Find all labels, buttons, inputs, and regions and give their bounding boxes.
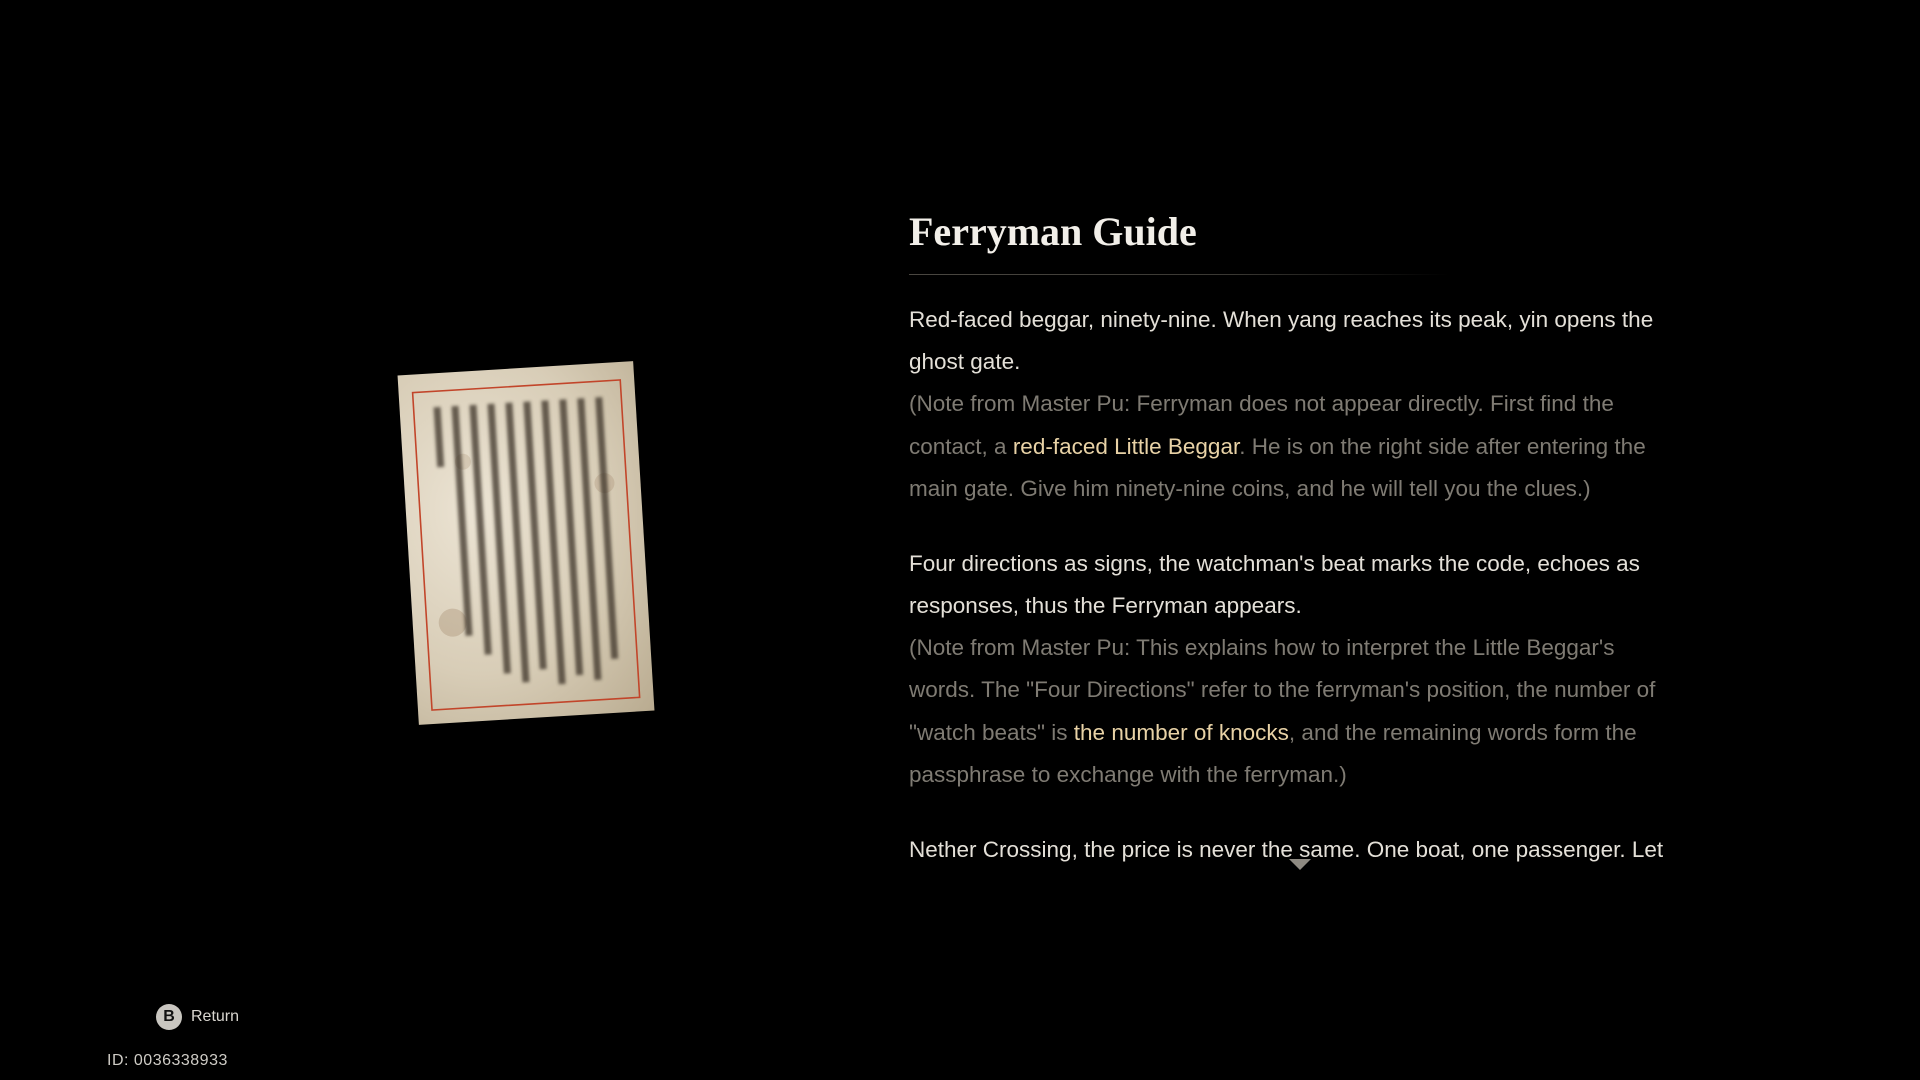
paper-texture (398, 361, 655, 725)
paper-scroll-image (398, 361, 655, 725)
document-title: Ferryman Guide (909, 209, 1197, 254)
document-illustration (398, 361, 655, 725)
b-button-icon: B (156, 1004, 182, 1030)
entry-main-text: Four directions as signs, the watchman's beat marks the code, echoes as responses, thus the Ferryman appears. (909, 550, 1640, 618)
entry-main-text: Nether Crossing, the price is never the same. One boat, one passenger. Let (909, 836, 1664, 862)
document-panel (909, 200, 1679, 881)
note-highlight: red-faced Little Beggar (1012, 433, 1240, 459)
chevron-down-icon[interactable] (1289, 859, 1311, 870)
id-label: ID: 0036338933 (107, 1052, 228, 1069)
entry-note (909, 383, 1679, 511)
document-scroll-area[interactable] (909, 299, 1679, 881)
note-text: (Note from Master Pu: This explains how to interpret the Little Beggar's words. The "Four Directions" refer to the ferryman's position, the number of "watch beats" is (909, 634, 1656, 745)
return-label: Return (191, 1008, 240, 1025)
entry-1 (909, 299, 1679, 511)
title-divider (909, 274, 1449, 275)
entry-note (909, 627, 1679, 797)
note-text: . He is on the right side after entering the main gate. Give him ninety-nine coins, and he will tell you the clues.) (909, 433, 1646, 501)
entry-main-text: Red-faced beggar, ninety-nine. When yang reaches its peak, yin opens the ghost gate. (909, 307, 1654, 374)
entry-2 (909, 543, 1679, 797)
return-hint[interactable] (156, 1004, 239, 1030)
note-highlight: the number of knocks (1073, 719, 1289, 745)
note-text: , and the remaining words form the passphrase to exchange with the ferryman.) (909, 719, 1637, 787)
note-text: (Note from Master Pu: Ferryman does not appear directly. First find the contact, a (909, 391, 1614, 459)
